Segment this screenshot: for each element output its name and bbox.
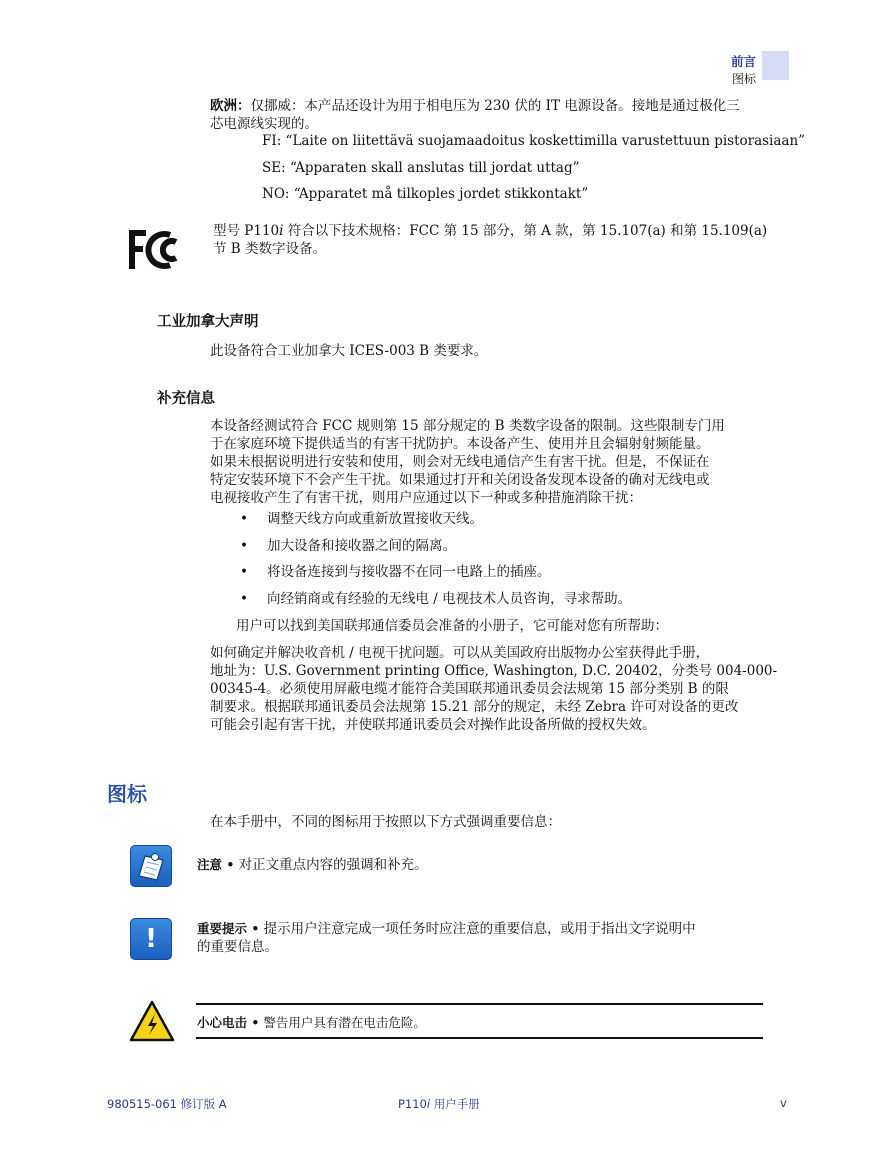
- fcc-logo-icon: [128, 229, 184, 271]
- shock-top-rule: [196, 1003, 763, 1005]
- supplement-paragraph: [210, 417, 790, 507]
- fcc-logo: [128, 229, 184, 271]
- bullet-text: 向经销商或有经验的无线电 / 电视技术人员咨询，寻求帮助。: [267, 591, 632, 607]
- supplement-line: 于在家庭环境下提供适当的有害干扰防护。本设备产生、使用并且会辐射射频能量。: [210, 436, 710, 452]
- footer-manual-italic: i: [426, 1097, 431, 1111]
- booklet-line: 地址为：U.S. Government printing Office, Washington, D.C. 20402，分类号 004-000-: [210, 663, 778, 679]
- exclamation-icon: !: [145, 924, 157, 954]
- note-text: [197, 856, 428, 874]
- footer-page-number: v: [780, 1096, 787, 1110]
- shock-label: 小心电击 •: [197, 1015, 260, 1030]
- bullet-text: 调整天线方向或重新放置接收天线。: [267, 511, 483, 527]
- note-paper-icon: [131, 846, 171, 886]
- shock-description: 警告用户具有潜在电击危险。: [259, 1015, 426, 1030]
- supplement-line: 如果未根据说明进行安装和使用，则会对无线电通信产生有害干扰。但是，不保证在: [210, 454, 710, 470]
- chapter-title: 前言: [730, 54, 756, 69]
- section-name: 图标: [731, 72, 756, 86]
- booklet-line: 制要求。根据联邦通讯委员会法规第 15.21 部分的规定，未经 Zebra 许可对设备的更改: [210, 699, 739, 715]
- fcc-line1-prefix: 型号 P110: [213, 223, 280, 239]
- important-description-line2: 的重要信息。: [197, 939, 278, 955]
- booklet-line: 可能会引起有害干扰，并使联邦通讯委员会对操作此设备所做的授权失效。: [210, 717, 656, 733]
- footer-manual-prefix: P110: [398, 1097, 427, 1111]
- icons-intro: 在本手册中，不同的图标用于按照以下方式强调重要信息：: [210, 814, 561, 830]
- bullet-symbol: •: [240, 591, 248, 607]
- fcc-line2: 节 B 类数字设备。: [213, 241, 327, 257]
- bullet-symbol: •: [240, 511, 248, 527]
- important-icon: [130, 918, 172, 960]
- bullet-symbol: •: [240, 538, 248, 554]
- important-text: [197, 920, 777, 956]
- important-description-line1: 提示用户注意完成一项任务时应注意的重要信息，或用于指出文字说明中: [259, 921, 696, 937]
- header-tab-marker: [762, 51, 789, 80]
- shock-warning-icon: [128, 999, 176, 1043]
- note-label: 注意 •: [197, 857, 235, 872]
- se-statement: SE: “Apparaten skall anslutas till jordat uttag”: [262, 160, 580, 176]
- europe-text-line1: 仅挪威：本产品还设计为用于相电压为 230 伏的 IT 电源设备。接地是通过极化三: [250, 98, 740, 114]
- fcc-model-suffix: i: [279, 223, 284, 239]
- lightning-triangle-icon: [128, 999, 176, 1043]
- shock-text: [197, 1013, 426, 1031]
- bullet-text: 将设备连接到与接收器不在同一电路上的插座。: [267, 564, 551, 580]
- footer-manual-suffix: 用户手册: [430, 1097, 480, 1111]
- booklet-line: 00345-4。必须使用屏蔽电缆才能符合美国联邦通讯委员会法规第 15 部分类别 B 的限: [210, 681, 729, 697]
- bullet-item: [240, 510, 780, 530]
- shock-bottom-rule: [196, 1037, 763, 1039]
- fcc-paragraph: [213, 222, 793, 258]
- supplement-line: 特定安装环境下不会产生干扰。如果通过打开和关闭设备发现本设备的确对无线电或: [210, 472, 710, 488]
- important-label: 重要提示 •: [197, 921, 260, 936]
- bullet-text: 加大设备和接收器之间的隔离。: [267, 538, 456, 554]
- note-description: 对正文重点内容的强调和补充。: [234, 857, 428, 873]
- supplement-line: 电视接收产生了有害干扰，则用户应通过以下一种或多种措施消除干扰：: [210, 490, 642, 506]
- footer-manual-title: [398, 1096, 480, 1112]
- fcc-line1-rest: 符合以下技术规格：FCC 第 15 部分，第 A 款，第 15.107(a) 和第 15.109(a): [283, 223, 768, 239]
- bullet-symbol: •: [240, 564, 248, 580]
- icons-heading: 图标: [107, 782, 147, 806]
- canada-heading: 工业加拿大声明: [157, 314, 259, 330]
- note-icon: [130, 845, 172, 887]
- supplement-heading: 补充信息: [157, 391, 215, 407]
- bullet-item: [240, 537, 780, 557]
- europe-text-line2: 芯电源线实现的。: [210, 116, 318, 132]
- booklet-paragraph: [210, 644, 790, 734]
- bullet-item: [240, 590, 780, 610]
- bullet-item: [240, 563, 780, 583]
- canada-text: 此设备符合工业加拿大 ICES-003 B 类要求。: [210, 343, 488, 359]
- footer-doc-number: 980515-061 修订版 A: [107, 1097, 227, 1111]
- europe-label: 欧洲：: [210, 98, 251, 114]
- booklet-line: 如何确定并解决收音机 / 电视干扰问题。可以从美国政府出版物办公室获得此手册，: [210, 645, 710, 661]
- booklet-intro: 用户可以找到美国联邦通信委员会准备的小册子，它可能对您有所帮助：: [236, 618, 668, 634]
- supplement-line: 本设备经测试符合 FCC 规则第 15 部分规定的 B 类数字设备的限制。这些限制专门用: [210, 418, 725, 434]
- fi-statement: FI: “Laite on liitettävä suojamaadoitus koskettimilla varustettuun pistorasiaan”: [262, 133, 806, 149]
- europe-paragraph: [210, 97, 790, 133]
- no-statement: NO: “Apparatet må tilkoples jordet stikkontakt”: [262, 186, 589, 202]
